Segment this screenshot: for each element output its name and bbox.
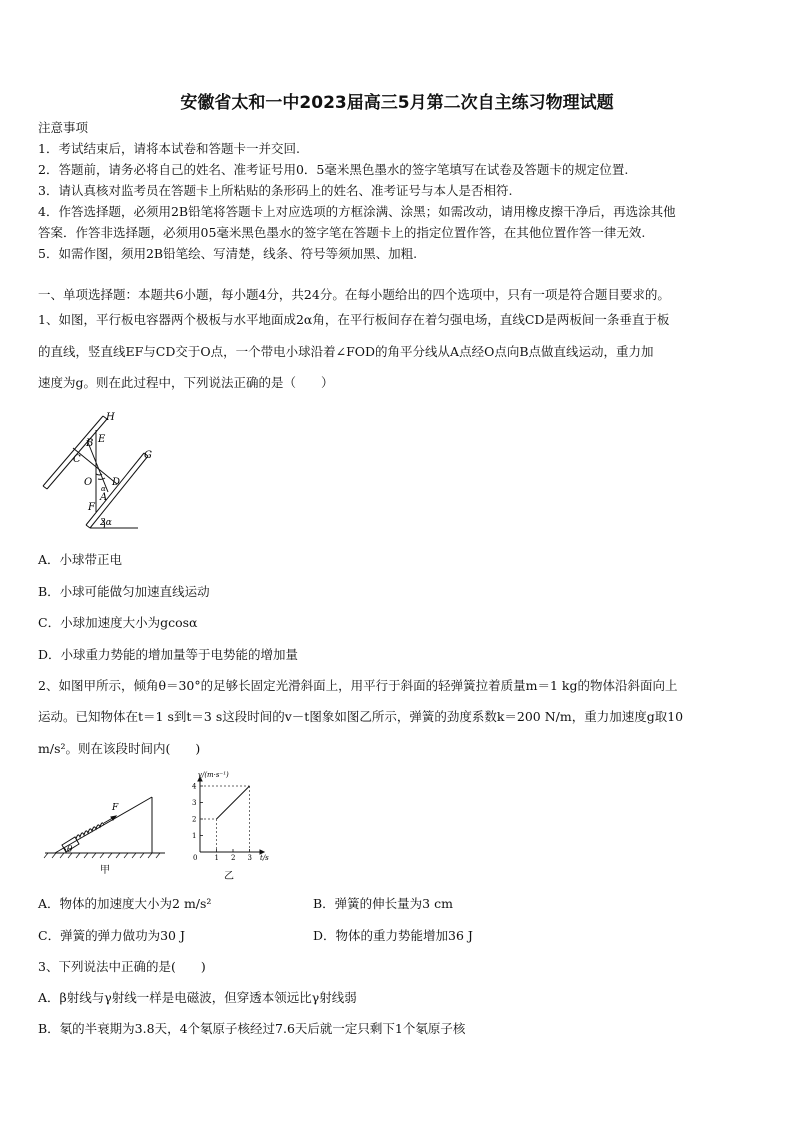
note-line: 3．请认真核对监考员在答题卡上所粘贴的条形码上的姓名、准考证号与本人是否相符. (38, 183, 513, 198)
q2-option-d: D．物体的重力势能增加36 J (313, 928, 473, 943)
q2-option-c: C．弹簧的弹力做功为30 J (38, 928, 185, 943)
force-label: F (112, 803, 119, 813)
fig-label-B: B (86, 438, 94, 449)
incline-figure (40, 775, 175, 875)
vt-origin: 0 (193, 854, 198, 862)
q1-option-c: C．小球加速度大小为gcosα (38, 615, 198, 630)
fig-label-alpha: α (101, 485, 106, 493)
fig-label-F: F (88, 502, 95, 513)
q2-option-b: B．弹簧的伸长量为3 cm (313, 896, 453, 911)
fig-label-C: C (73, 454, 81, 465)
fig-caption-yi: 乙 (224, 871, 234, 882)
vt-ytick: 2 (192, 815, 197, 824)
q1-option-d: D．小球重力势能的增加量等于电势能的增加量 (38, 647, 299, 662)
vt-ytick: 4 (192, 782, 197, 791)
fig-label-angle: 2α (100, 518, 112, 528)
q3-stem: 3、下列说法中正确的是( ) (38, 959, 206, 974)
fig-label-O: O (84, 477, 93, 488)
vt-ytick: 1 (192, 832, 197, 840)
q1-stem-line: 的直线，竖直线EF与CD交于O点，一个带电小球沿着∠FOD的角平分线从A点经O点向B点做直线运动，重力加 (38, 344, 654, 359)
page-title: 安徽省太和一中2023届高三5月第二次自主练习物理试题 (180, 93, 614, 113)
fig-label-D: D (112, 477, 121, 488)
fig-label-G: G (144, 450, 152, 461)
q2-stem-line: m/s²。则在该段时间内( ) (38, 741, 201, 756)
theta-label: θ (67, 845, 73, 855)
fig-label-E: E (98, 434, 106, 445)
note-line: 4．作答选择题，必须用2B铅笔将答题卡上对应选项的方框涂满、涂黑；如需改动，请用橡皮擦干净后，再选涂其他 (38, 204, 676, 219)
vt-xtick: 3 (247, 854, 252, 862)
note-line: 1．考试结束后，请将本试卷和答题卡一并交回. (38, 141, 300, 156)
q1-figure (40, 408, 170, 533)
vt-series-line (217, 786, 250, 819)
q2-option-a: A．物体的加速度大小为2 m/s² (38, 896, 212, 911)
q2-stem-line: 2、如图甲所示，倾角θ＝30°的足够长固定光滑斜面上，用平行于斜面的轻弹簧拉着质量m＝1 kg的物体沿斜面向上 (38, 678, 678, 693)
vt-xtick: 1 (214, 854, 219, 862)
q2-stem-line: 运动。已知物体在t＝1 s到t＝3 s这段时间的v－t图象如图乙所示，弹簧的劲度系数k＝200 N/m，重力加速度g取10 (38, 709, 684, 724)
fig-label-A: A (100, 492, 108, 503)
fig-caption-jia: 甲 (100, 865, 110, 876)
q1-stem-line: 速度为g。则在此过程中，下列说法正确的是（ ） (38, 375, 334, 390)
section-heading: 一、单项选择题：本题共6小题，每小题4分，共24分。在每小题给出的四个选项中，只有一项是符合题目要求的。 (38, 287, 670, 302)
vt-ytick: 3 (192, 799, 197, 807)
vt-xlabel: t/s (260, 854, 269, 862)
fig-label-H: H (106, 412, 115, 423)
q1-option-b: B．小球可能做匀加速直线运动 (38, 584, 210, 599)
note-line: 2．答题前，请务必将自己的姓名、准考证号用0．5毫米黑色墨水的签字笔填写在试卷及答题卡的规定位置. (38, 162, 629, 177)
vt-xtick: 2 (231, 854, 236, 862)
q1-stem-line: 1、如图，平行板电容器两个极板与水平地面成2α角，在平行板间存在着匀强电场，直线CD是两板间一条垂直于板 (38, 312, 670, 327)
q3-option-b: B．氡的半衰期为3.8天，4个氡原子核经过7.6天后就一定只剩下1个氡原子核 (38, 1021, 466, 1036)
vt-ylabel: v/(m·s⁻¹) (198, 771, 229, 779)
vt-graph (190, 769, 280, 884)
notes-heading: 注意事项 (38, 120, 89, 135)
note-line: 5．如需作图，须用2B铅笔绘、写清楚，线条、符号等须加黑、加粗. (38, 246, 418, 261)
note-line: 答案．作答非选择题，必须用05毫米黑色墨水的签字笔在答题卡上的指定位置作答，在其他位置作答一律无效. (38, 225, 646, 240)
q1-option-a: A．小球带正电 (38, 552, 123, 567)
q3-option-a: A．β射线与γ射线一样是电磁波，但穿透本领远比γ射线弱 (38, 990, 357, 1005)
